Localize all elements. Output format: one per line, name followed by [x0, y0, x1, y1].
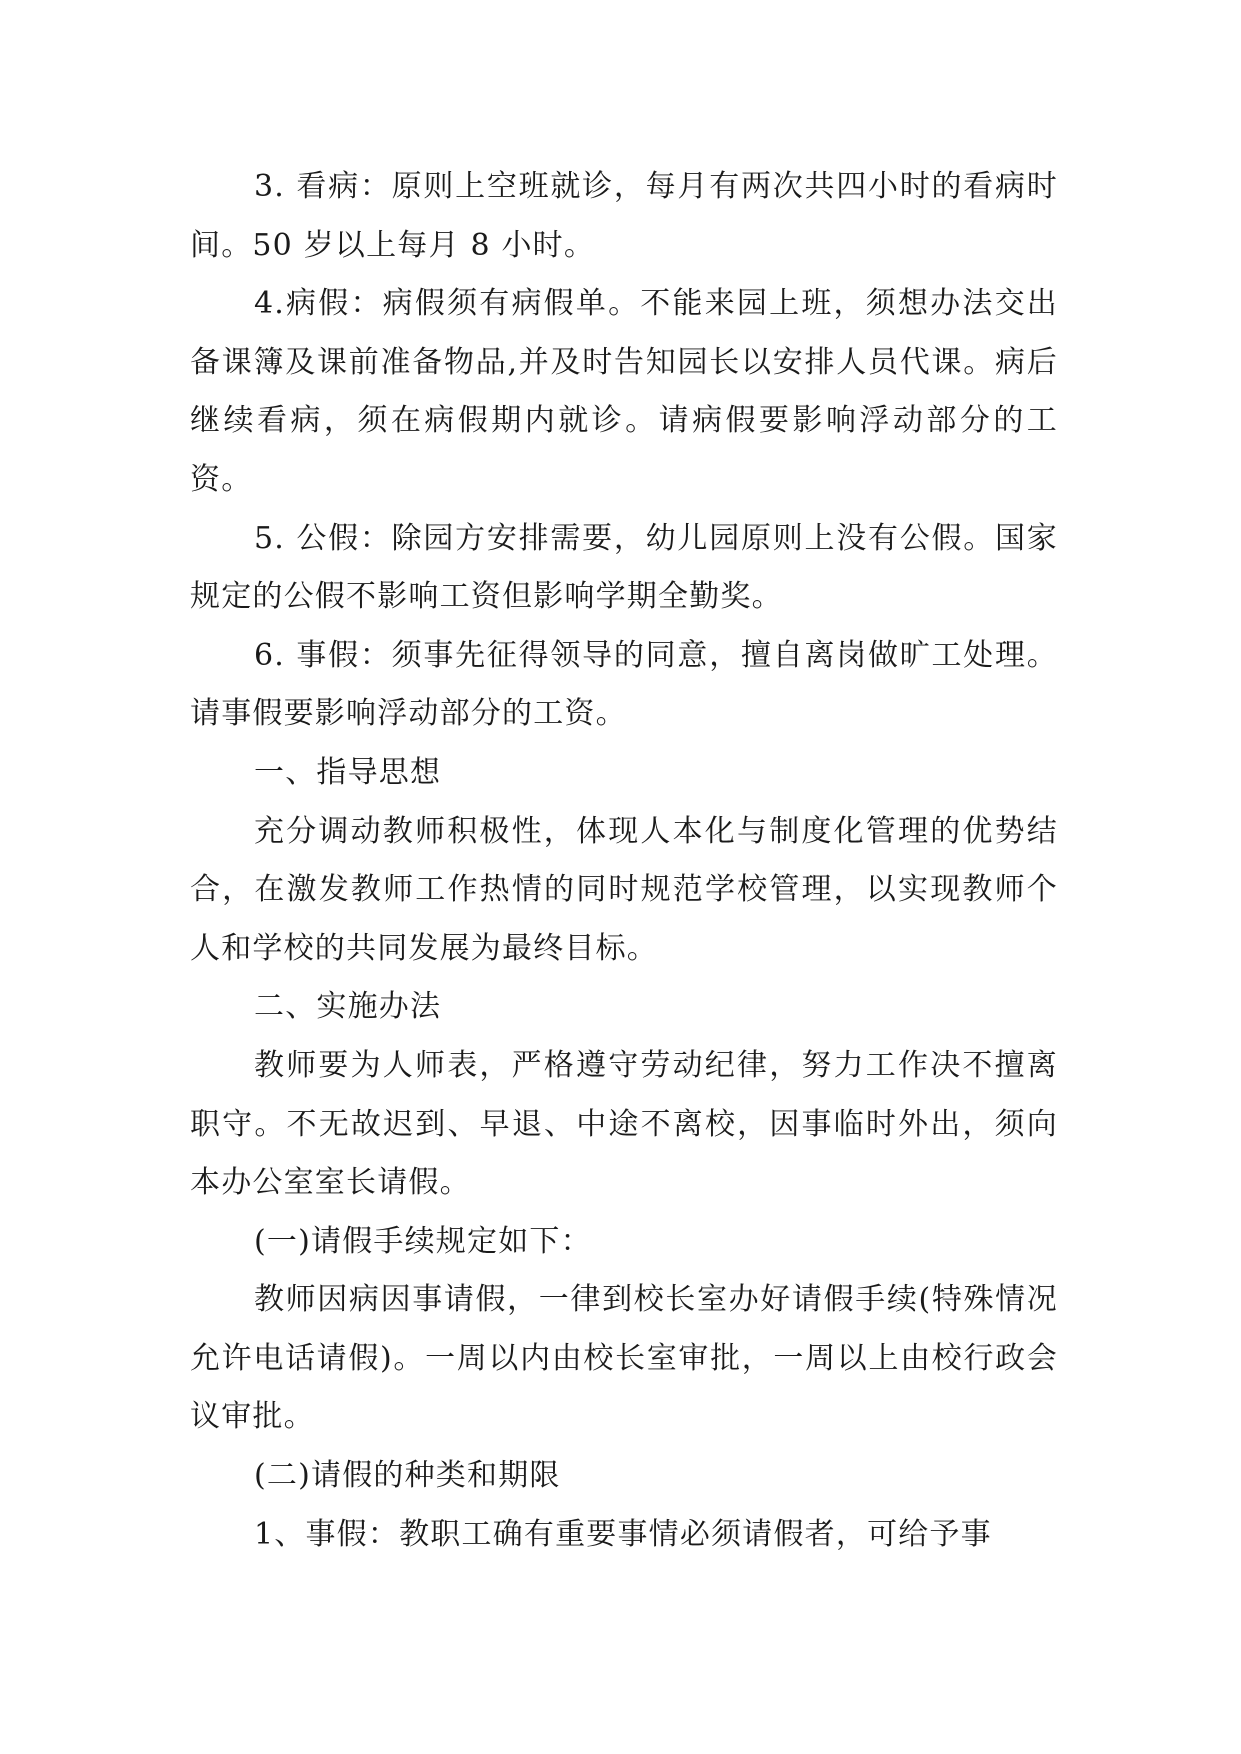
paragraph-guiding-principle: 充分调动教师积极性，体现人本化与制度化管理的优势结合，在激发教师工作热情的同时规范学校管理，以实现教师个人和学校的共同发展为最终目标。	[190, 813, 1058, 966]
paragraph-implementation: 教师要为人师表，严格遵守劳动纪律，努力工作决不擅离职守。不无故迟到、早退、中途不离校，因事临时外出，须向本办公室室长请假。	[190, 1047, 1058, 1201]
document-page	[190, 158, 1058, 1564]
subheading-leave-types: (二)请假的种类和期限	[254, 1458, 561, 1494]
paragraph-personal-leave: 6. 事假：须事先征得领导的同意，擅自离岗做旷工处理。请事假要影响浮动部分的工资。	[190, 637, 1058, 732]
paragraph-leave-types-item-1: 1、事假：教职工确有重要事情必须请假者，可给予事	[254, 1516, 992, 1552]
section-heading-guiding-principle: 一、指导思想	[254, 754, 442, 790]
section-heading-implementation: 二、实施办法	[254, 989, 442, 1025]
paragraph-public-leave: 5. 公假：除园方安排需要，幼儿园原则上没有公假。国家规定的公假不影响工资但影响学期全勤奖。	[190, 520, 1058, 615]
paragraph-leave-procedure: 教师因病因事请假，一律到校长室办好请假手续(特殊情况允许电话请假)。一周以内由校长室审批，一周以上由校行政会议审批。	[190, 1282, 1058, 1435]
paragraph-sick-leave: 4.病假：病假须有病假单。不能来园上班，须想办法交出备课簿及课前准备物品,并及时告知园长以安排人员代课。病后继续看病，须在病假期内就诊。请病假要影响浮动部分的工资。	[190, 286, 1058, 497]
paragraph-sick-visit: 3. 看病：原则上空班就诊，每月有两次共四小时的看病时间。50 岁以上每月 8 小时。	[190, 169, 1058, 263]
subheading-leave-procedure: (一)请假手续规定如下：	[254, 1223, 592, 1259]
